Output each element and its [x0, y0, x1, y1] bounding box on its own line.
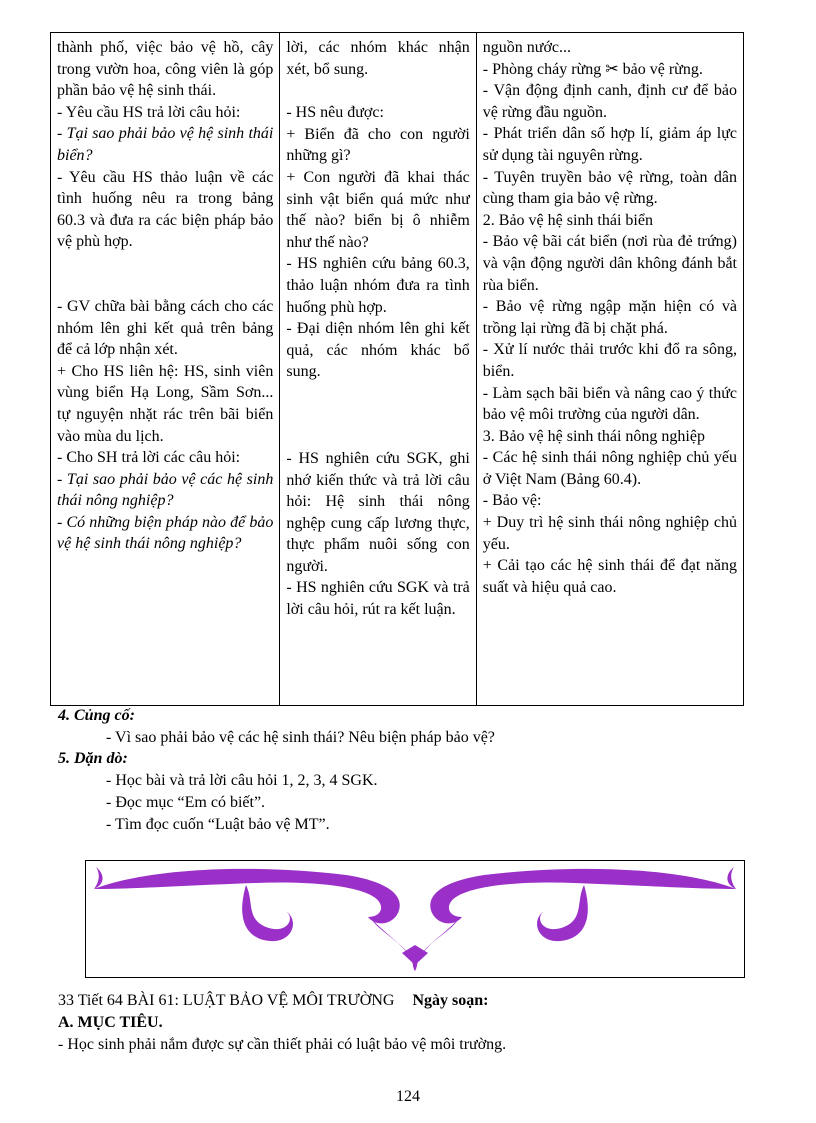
- date-label: Ngày soạn:: [412, 992, 489, 1009]
- homework-heading: 5. Dặn dò:: [58, 750, 128, 767]
- ornament-flourish: [86, 861, 744, 977]
- table-cell-text: nguồn nước...: [482, 39, 572, 56]
- lesson-table: [50, 32, 744, 706]
- homework-line: - Học bài và trả lời câu hỏi 1, 2, 3, 4 SGK.: [106, 772, 378, 789]
- table-cell-text: + Cho HS liên hệ: HS, sinh viên vùng biển Hạ Long, Sầm Sơn... tự nguyện nhặt rác trên bãi biển vào mùa du lịch.: [57, 362, 274, 445]
- table-cell-text: - Bảo vệ rừng ngập mặn hiện có và trồng lại rừng đã bị chặt phá.: [482, 298, 737, 337]
- table-cell-text: lời, các nhóm khác nhận xét, bổ sung.: [286, 39, 470, 78]
- lesson-title: 33 Tiết 64 BÀI 61: LUẬT BẢO VỆ MÔI TRƯỜNG: [58, 992, 395, 1009]
- table-cell-text: + Duy trì hệ sinh thái nông nghiệp chủ yếu.: [482, 514, 737, 553]
- table-cell-text: - Bảo vệ bãi cát biển (nơi rùa đẻ trứng) và vận động người dân không đánh bắt rùa biển.: [482, 233, 737, 294]
- table-cell-text: - HS nghiên cứu bảng 60.3, thảo luận nhóm đưa ra tình huống phù hợp.: [286, 255, 470, 316]
- table-cell-text: - Yêu cầu HS trả lời câu hỏi:: [57, 103, 241, 121]
- table-cell-text: - Phát triển dân số hợp lí, giảm áp lực sử dụng tài nguyên rừng.: [482, 125, 737, 164]
- table-cell-text: - Tại sao phải bảo vệ các hệ sinh thái nông nghiệp?: [57, 470, 274, 510]
- table-cell-text: - Làm sạch bãi biển và nâng cao ý thức bảo vệ môi trường của người dân.: [482, 384, 737, 424]
- table-cell-text: - Bảo vệ:: [482, 492, 542, 510]
- table-cell-text: + Cải tạo các hệ sinh thái để đạt năng suất và hiệu quả cao.: [482, 557, 737, 596]
- table-cell-text: - HS nghiên cứu SGK và trả lời câu hỏi, rút ra kết luận.: [286, 579, 470, 619]
- lesson-title-line: [58, 992, 488, 1010]
- objectives-heading: A. MỤC TIÊU.: [58, 1014, 163, 1031]
- table-cell-text: - GV chữa bài bằng cách cho các nhóm lên ghi kết quả trên bảng để cả lớp nhận xét.: [57, 297, 274, 359]
- content-column: [477, 33, 743, 705]
- objective-line: - Học sinh phải nắm được sự cần thiết phải có luật bảo vệ môi trường.: [58, 1036, 507, 1053]
- table-cell-text: + Biển đã cho con người những gì?: [286, 125, 470, 165]
- table-cell-text: + Con người đã khai thác sinh vật biển quá mức như thế nào? biển bị ô nhiễm như thế nào?: [286, 168, 470, 251]
- table-cell-text: - Các hệ sinh thái nông nghiệp chủ yếu ở Việt Nam (Bảng 60.4).: [482, 449, 737, 488]
- table-cell-text: - Xử lí nước thải trước khi đổ ra sông, biển.: [482, 341, 737, 380]
- teacher-activity-column: [51, 33, 280, 705]
- student-activity-column: [280, 33, 476, 705]
- table-cell-text: - Tuyên truyền bảo vệ rừng, toàn dân cùng tham gia bảo vệ rừng.: [482, 168, 737, 208]
- homework-line: - Tìm đọc cuốn “Luật bảo vệ MT”.: [106, 816, 330, 833]
- consolidation-line: - Vì sao phải bảo vệ các hệ sinh thái? Nêu biện pháp bảo vệ?: [106, 729, 495, 746]
- section-heading: 3. Bảo vệ hệ sinh thái nông nghiệp: [482, 427, 705, 445]
- page-number: 124: [396, 1088, 420, 1105]
- table-cell-text: - Yêu cầu HS thảo luận về các tình huống nêu ra trong bảng 60.3 và đưa ra các biện pháp bảo vệ phù hợp.: [57, 168, 274, 251]
- table-cell-text: - Vận động định canh, định cư để bảo vệ rừng đầu nguồn.: [482, 82, 737, 121]
- homework-line: - Đọc mục “Em có biết”.: [106, 794, 266, 811]
- table-cell-text: - HS nêu được:: [286, 104, 384, 122]
- table-cell-text: - HS nghiên cứu SGK, ghi nhớ kiến thức và trả lời câu hỏi: Hệ sinh thái nông nghệp cung cấp lương thực, thực phẩm nuôi sống con người.: [286, 449, 470, 575]
- table-cell-text: - Tại sao phải bảo vệ hệ sinh thái biển?: [57, 125, 274, 164]
- table-cell-text: - Có những biện pháp nào để bảo vệ hệ sinh thái nông nghiệp?: [57, 513, 274, 553]
- table-cell-text: thành phố, việc bảo vệ hồ, cây trong vườn hoa, công viên là góp phần bảo vệ hệ sinh thái.: [57, 39, 274, 100]
- table-cell-text: - Đại diện nhóm lên ghi kết quả, các nhóm khác bổ sung.: [286, 320, 470, 381]
- consolidation-heading: 4. Củng cố:: [58, 707, 135, 724]
- ornament-frame: [85, 860, 745, 978]
- table-cell-text: - Cho SH trả lời các câu hỏi:: [57, 449, 241, 467]
- section-heading: 2. Bảo vệ hệ sinh thái biển: [482, 211, 653, 229]
- table-cell-text: - Phòng cháy rừng ✂ bảo vệ rừng.: [482, 60, 703, 78]
